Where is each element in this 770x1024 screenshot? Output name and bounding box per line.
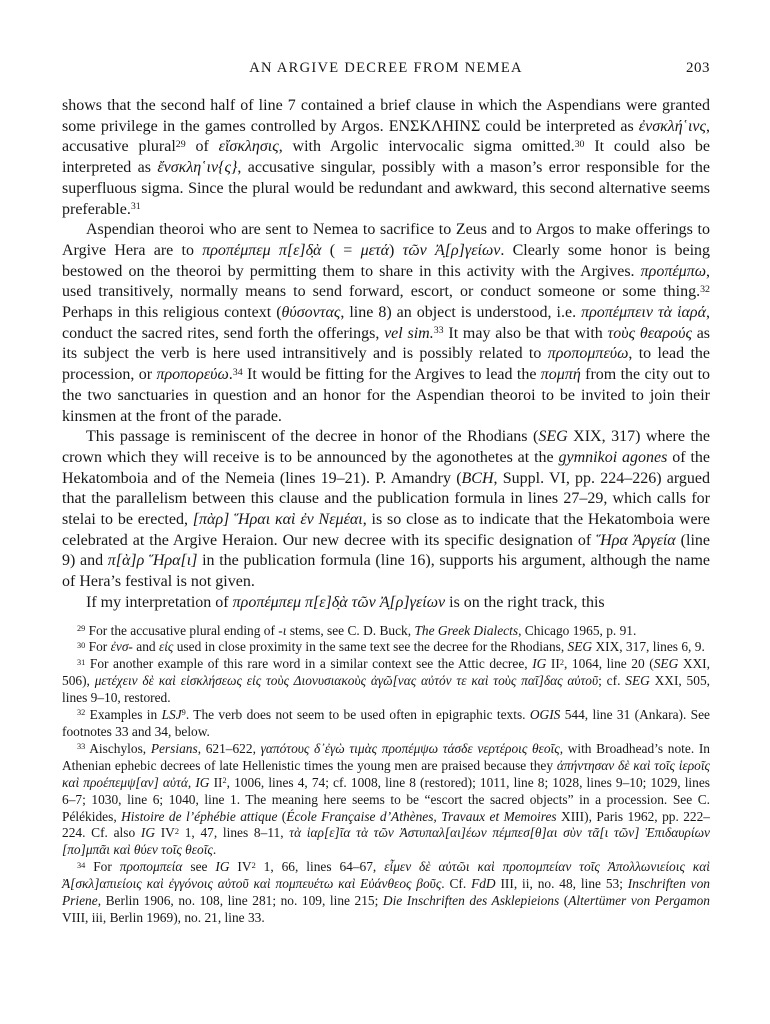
text-run: , accusative plural — [62, 117, 710, 156]
text-run: προπορεύω — [156, 366, 229, 384]
text-run: Histoire de l’éphébie attique — [121, 808, 278, 824]
text-run: προπομπεία — [119, 859, 183, 875]
text-run: XIX, 317) where the crown which they will receive is to be announced by the agonothetes at the — [62, 428, 710, 466]
footnote-reference: 31 — [130, 201, 141, 213]
text-run: LSJ — [161, 707, 182, 723]
text-run: from the city out to the two sanctuaries in question and an honor for the Aspendian theoroi to be invited to join their kinsmen at the front of the parade. — [62, 366, 711, 425]
text-run: vel sim. — [384, 324, 434, 342]
text-run: εἶμεν δὲ αὐτῶι καὶ προπομπείαν τοῖς Ἀπολλωνιείοις καὶ Ἀ[σκλ]απιείοις καὶ ἐγγόνοις αὐτοῦ καὶ πομπευέτω καὶ Εὐάνθεος βοῦς — [62, 859, 710, 892]
text-run: εἰς — [158, 639, 174, 655]
text-run: , line 8) an object is understood, i.e. — [340, 304, 582, 322]
footnote-number: 33 — [77, 742, 86, 752]
text-run: , — [187, 774, 196, 790]
footnote-number: 31 — [77, 657, 86, 667]
text-run: IV — [229, 859, 252, 875]
text-run: ἔνσκλη῾ιν{ς} — [157, 159, 238, 177]
footnote-reference: 2 — [174, 826, 180, 836]
text-run: For — [85, 639, 111, 655]
text-run: Die Inschriften des Asklepieions — [382, 893, 560, 909]
text-run: ἐνσ- — [110, 639, 133, 655]
text-run: . — [228, 366, 233, 384]
text-run: used in close proximity in the same text see the decree for the Rhodians, — [173, 639, 568, 655]
text-run: It may also be that with — [443, 324, 608, 342]
footnote-reference: 2 — [251, 860, 256, 870]
text-run: The Greek Dialects — [414, 622, 519, 638]
text-run: XIII), Paris 1962, pp. 222–224. Cf. also — [62, 808, 711, 841]
footnote-33 — [62, 741, 710, 859]
text-run: IG — [215, 859, 230, 875]
footnotes-section — [62, 623, 710, 927]
text-run: as its subject the verb is here used intransitively and is possibly related to — [62, 324, 711, 363]
footnote-reference: 30 — [574, 138, 585, 150]
text-run: θύσοντας — [281, 304, 341, 322]
footnote-reference: 29 — [175, 138, 186, 150]
text-run: XXI, 506), — [62, 656, 710, 689]
text-run: προπέμπεμ π[ε]δ̣ὰ τῶν Ἀ̣[ρ]γείων — [232, 593, 446, 611]
text-run: . — [212, 842, 217, 858]
text-run: ( — [559, 893, 569, 909]
text-run: For another example of this rare word in a similar context see the Attic decree, — [85, 656, 533, 672]
text-run: , used transitively, normally means to send forward, escort, or conduct someone or some thing. — [62, 262, 710, 301]
text-run: II — [546, 656, 560, 672]
page-header — [62, 60, 710, 79]
text-run: 544, line 31 (Ankara). See footnotes 33 and 34, below. — [62, 707, 710, 740]
text-run: , accusative singular, possibly with a mason’s error responsible for the superfluous sigma. Since the plural would be redundant and awkward, this second alternative seems preferable. — [62, 159, 711, 218]
text-run: , Chicago 1965, p. 91. — [518, 622, 637, 638]
text-run: προπέμπεμ π[ε]δ̣ὰ — [202, 241, 322, 259]
text-run: IG — [195, 774, 210, 790]
text-run: BCH — [461, 469, 494, 487]
text-run: For the accusative plural ending of — [85, 622, 279, 638]
text-run: μετά — [360, 241, 390, 259]
body-paragraph — [62, 593, 710, 614]
text-run: in the publication formula (line 16), supports his argument, although the name of Hera’s festival is not given. — [62, 552, 710, 591]
footnote-31 — [62, 656, 710, 707]
text-run: III, ii, no. 48, line 53; — [495, 876, 628, 892]
text-run: VIII, iii, Berlin 1969), no. 21, line 33. — [62, 909, 265, 925]
text-run: π[ὰ]ρ Ἥρα[ι] — [107, 552, 198, 570]
text-run: Ἥρα Ἀργεία — [596, 531, 676, 549]
text-run: SEG — [653, 656, 679, 672]
text-run: ) — [389, 241, 403, 259]
text-run: XIX, 317, lines 6, 9. — [592, 639, 705, 655]
text-run: ἀπήντησαν δὲ καὶ τοῖς ἱεροῖς καὶ προέπεμψ[αν] αὐτά — [62, 757, 710, 790]
text-run: , to lead the procession, or — [62, 345, 711, 384]
text-run: SEG — [567, 639, 593, 655]
text-run: γαπότους δ᾽ἐγὼ τιμὰς προπέμψω τάσδε νερτέροις θεοῖς — [260, 740, 560, 756]
text-run: is on the right track, this — [445, 593, 605, 611]
footnote-30 — [62, 639, 710, 656]
text-run: of the Hekatomboia and of the Nemeia (lines 19–21). P. Amandry ( — [62, 448, 710, 487]
text-run: τῶν Ἀ̣[ρ]γείων — [402, 241, 501, 259]
text-run: For — [85, 859, 120, 875]
running-title: AN ARGIVE DECREE FROM NEMEA — [249, 60, 523, 76]
text-run: II — [209, 774, 223, 790]
body-paragraph — [62, 220, 710, 427]
footnote-reference: 34 — [232, 366, 243, 378]
text-run: It would be fitting for the Argives to lead the — [242, 366, 541, 384]
body-paragraph — [62, 96, 710, 220]
text-run: gymnikoi agones — [558, 448, 668, 466]
footnote-number: 34 — [77, 860, 86, 870]
text-run: προπέμπειν τὰ ἱαρά — [581, 304, 706, 322]
text-run: , is so close as to indicate that the Hekatomboia were celebrated at the Argive Heraion. Our new decree with its specific designation of — [62, 511, 710, 549]
text-run: This passage is reminiscent of the decree in honor of the Rhodians ( — [86, 428, 539, 446]
text-run: [πὰρ] Ἥραι καὶ ἐν Νεμέαι — [192, 511, 363, 529]
text-run: ἐνσκλή῾ινς — [638, 117, 706, 135]
text-run: see — [182, 859, 216, 875]
text-run: SEG — [538, 428, 568, 446]
footnote-reference: 33 — [433, 325, 444, 337]
text-run: Examples in — [85, 707, 162, 723]
text-run: προπομπεύω — [547, 345, 629, 363]
body-paragraph — [62, 427, 710, 593]
text-run: προπέμπω — [640, 262, 706, 280]
text-run: πομπή — [540, 366, 581, 384]
text-run: Altertümer von Pergamon — [568, 893, 711, 909]
text-run: , Berlin 1906, no. 108, line 281; no. 109, line 215; — [97, 893, 383, 909]
text-run: μετέχειν δὲ καὶ εἰσκλήσεως εἰς τοὺς Διονυσιακοὺς ἀγῶ[νας αὐτόν τε καὶ τοὺς παῖ]δας αὐτοῦ — [94, 673, 599, 689]
text-run: τοὺς θεαρούς — [607, 324, 692, 342]
text-run: It could also be interpreted as — [62, 138, 711, 177]
footnote-reference: 2 — [559, 657, 564, 667]
text-run: IG — [532, 656, 547, 672]
text-run: Inschriften von Priene — [62, 876, 711, 909]
footnote-reference: 32 — [700, 283, 710, 295]
page-number: 203 — [686, 60, 710, 76]
text-run: , Suppl. VI, pp. 224–226) argued that the parallelism between this clause and the publication formula in lines 27–29, which calls for stelai to be erected, — [62, 469, 710, 529]
footnote-32 — [62, 707, 710, 741]
text-run: ( = — [321, 241, 361, 259]
footnote-reference: 9 — [181, 708, 186, 718]
text-run: École Française d’Athènes, Travaux et Memoires — [286, 808, 557, 824]
footnote-34 — [62, 859, 710, 927]
footnote-number: 30 — [77, 640, 86, 650]
text-run: Perhaps in this religious context ( — [62, 304, 282, 322]
text-run: IV — [155, 825, 175, 841]
text-run: , with Argolic intervocalic sigma omitted. — [278, 138, 575, 156]
text-run: 1, 66, lines 64–67, — [255, 859, 385, 875]
footnote-29 — [62, 623, 710, 640]
article-body — [62, 96, 710, 614]
text-run: τὰ ἱαρ[ε]ῖα τὰ τῶν Ἀστυπαλ[αι]έων πέμπεσ[θ]αι σὺν τᾶ[ι τῶν] Ἐπιδαυρίων [πο]μπᾶι καὶ θύεν τοῖς θεοῖς — [62, 825, 710, 858]
text-run: ; cf. — [598, 673, 626, 689]
text-run: shows that the second half of line 7 contained a brief clause in which the Aspendians were granted some privilege in the games controlled by Argos. ΕΝΣΚΛΗΙΝΣ could be interpreted as — [62, 97, 710, 135]
text-run: stems, see C. D. Buck, — [286, 622, 415, 638]
text-run: , 1064, line 20 ( — [564, 656, 654, 672]
text-run: IG — [140, 825, 156, 841]
text-run: Persians — [150, 740, 198, 756]
text-run: , 621–622, — [197, 740, 261, 756]
text-run: . Cf. — [441, 876, 472, 892]
text-run: , conduct the sacred rites, send forth the offerings, — [62, 304, 710, 342]
text-run: (line 9) and — [62, 531, 711, 570]
footnote-number: 32 — [77, 708, 86, 718]
text-run: , 1006, lines 4, 74; cf. 1008, line 8 (restored); 1011, line 8; 1028, lines 9–10; 1029, lines 6–7; 1030, line 6; 1040, line 1. The meaning here seems to be “escort the sacred objects” in a procession. See C. Pélékides, — [62, 774, 710, 824]
text-run: of — [185, 138, 219, 156]
text-run: FdD — [471, 876, 496, 892]
text-run: SEG — [625, 673, 650, 689]
text-run: Aischylos, — [85, 740, 151, 756]
text-run: , with Broadhead’s note. In Athenian ephebic decrees of late Hellenistic times the young men are praised because they — [62, 740, 710, 773]
footnote-reference: 2 — [222, 776, 227, 785]
text-run: 1, 47, lines 8–11, — [179, 825, 290, 841]
text-run: Aspendian theoroi who are sent to Nemea to sacrifice to Zeus and to Argos to make offerings to Argive Hera are to — [62, 221, 710, 259]
text-run: OGIS — [529, 707, 561, 723]
text-run: . Clearly some honor is being bestowed on the theoroi by permitting them to share in this activity with the Argives. — [62, 241, 711, 280]
text-run: XXI, 505, lines 9–10, restored. — [62, 673, 710, 706]
text-run: If my interpretation of — [86, 593, 233, 611]
text-run: -ι — [278, 622, 287, 638]
text-run: εἴσκλησις — [218, 138, 279, 156]
text-run: and — [132, 639, 159, 655]
footnote-number: 29 — [77, 623, 86, 633]
text-run: . The verb does not seem to be used often in epigraphic texts. — [185, 707, 530, 723]
text-run: ( — [277, 808, 287, 824]
